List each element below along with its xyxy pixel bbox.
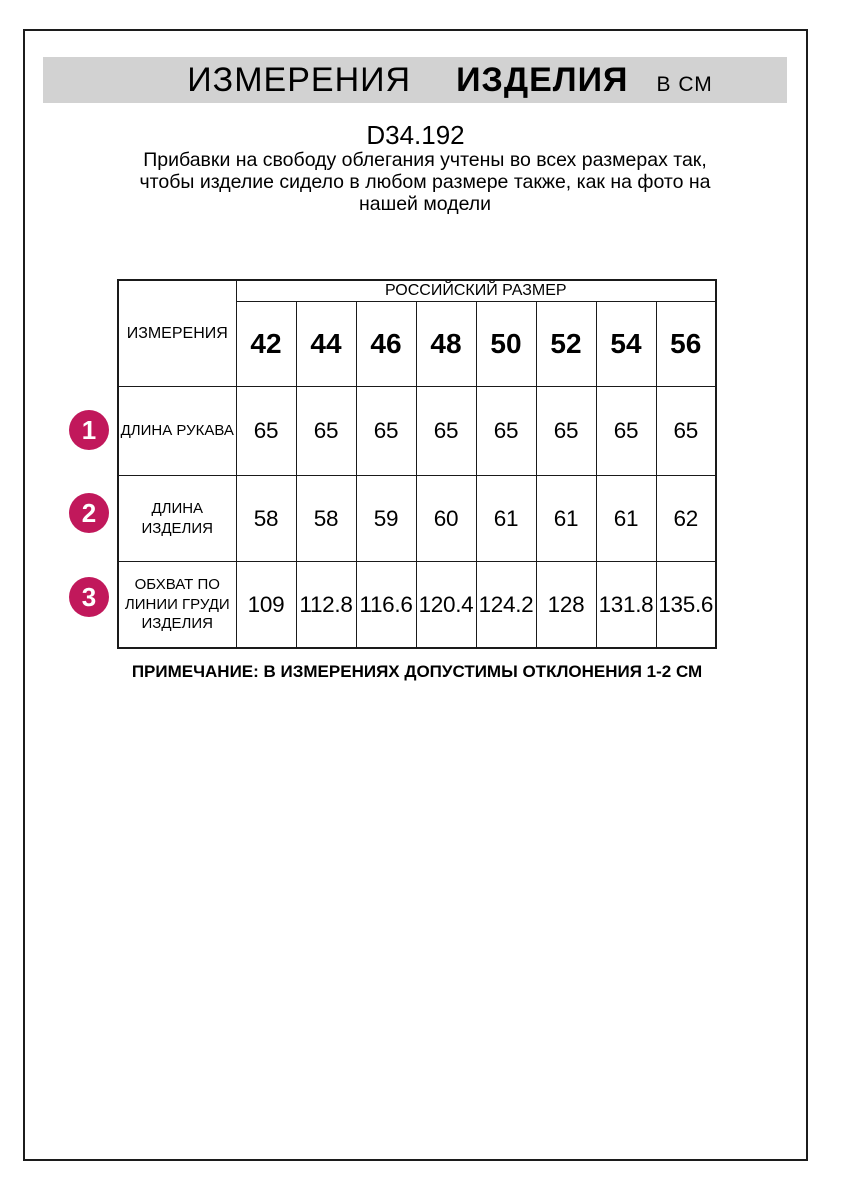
value-cell: 112.8 <box>296 562 356 649</box>
size-header-cell: 42 <box>236 302 296 387</box>
value-cell: 124.2 <box>476 562 536 649</box>
title-bar <box>43 57 787 103</box>
title-product: ИЗДЕЛИЯ <box>456 60 629 99</box>
size-header-cell: 52 <box>536 302 596 387</box>
corner-header-cell: ИЗМЕРЕНИЯ <box>118 280 236 387</box>
product-code: D34.192 <box>366 120 465 150</box>
row-label-cell: ДЛИНА ИЗДЕЛИЯ <box>118 476 236 562</box>
size-header-cell: 44 <box>296 302 356 387</box>
fit-description: Прибавки на свободу облегания учтены во всех размерах так, чтобы изделие сидело в любом размере также, как на фото на нашей модели <box>139 149 711 215</box>
title-text-group <box>187 61 713 100</box>
value-cell: 135.6 <box>656 562 716 649</box>
value-cell: 58 <box>236 476 296 562</box>
value-cell: 116.6 <box>356 562 416 649</box>
size-header-cell: 50 <box>476 302 536 387</box>
title-unit: В СМ <box>656 72 713 96</box>
table-row-chest-girth <box>118 562 716 649</box>
value-cell: 109 <box>236 562 296 649</box>
value-cell: 65 <box>416 387 476 476</box>
value-cell: 120.4 <box>416 562 476 649</box>
value-cell: 60 <box>416 476 476 562</box>
value-cell: 65 <box>476 387 536 476</box>
value-cell: 128 <box>536 562 596 649</box>
title-measurements: ИЗМЕРЕНИЯ <box>187 60 412 99</box>
value-cell: 61 <box>476 476 536 562</box>
table-row-item-length <box>118 476 716 562</box>
step-badge-3: 3 <box>69 577 109 617</box>
table-row-sleeve-length <box>118 387 716 476</box>
value-cell: 131.8 <box>596 562 656 649</box>
table-group-header-row <box>118 280 716 302</box>
value-cell: 62 <box>656 476 716 562</box>
value-cell: 59 <box>356 476 416 562</box>
step-badge-1: 1 <box>69 410 109 450</box>
size-header-cell: 48 <box>416 302 476 387</box>
value-cell: 65 <box>296 387 356 476</box>
size-header-cell: 46 <box>356 302 416 387</box>
value-cell: 65 <box>236 387 296 476</box>
value-cell: 61 <box>596 476 656 562</box>
value-cell: 65 <box>656 387 716 476</box>
value-cell: 65 <box>596 387 656 476</box>
tolerance-note: ПРИМЕЧАНИЕ: В ИЗМЕРЕНИЯХ ДОПУСТИМЫ ОТКЛОНЕНИЯ 1-2 СМ <box>131 662 703 681</box>
value-cell: 65 <box>536 387 596 476</box>
size-table <box>117 279 717 649</box>
group-header-cell: РОССИЙСКИЙ РАЗМЕР <box>236 280 716 302</box>
value-cell: 65 <box>356 387 416 476</box>
row-label-cell: ОБХВАТ ПО ЛИНИИ ГРУДИ ИЗДЕЛИЯ <box>118 562 236 649</box>
value-cell: 58 <box>296 476 356 562</box>
step-badge-2: 2 <box>69 493 109 533</box>
size-header-cell: 56 <box>656 302 716 387</box>
row-label-cell: ДЛИНА РУКАВА <box>118 387 236 476</box>
value-cell: 61 <box>536 476 596 562</box>
size-header-cell: 54 <box>596 302 656 387</box>
